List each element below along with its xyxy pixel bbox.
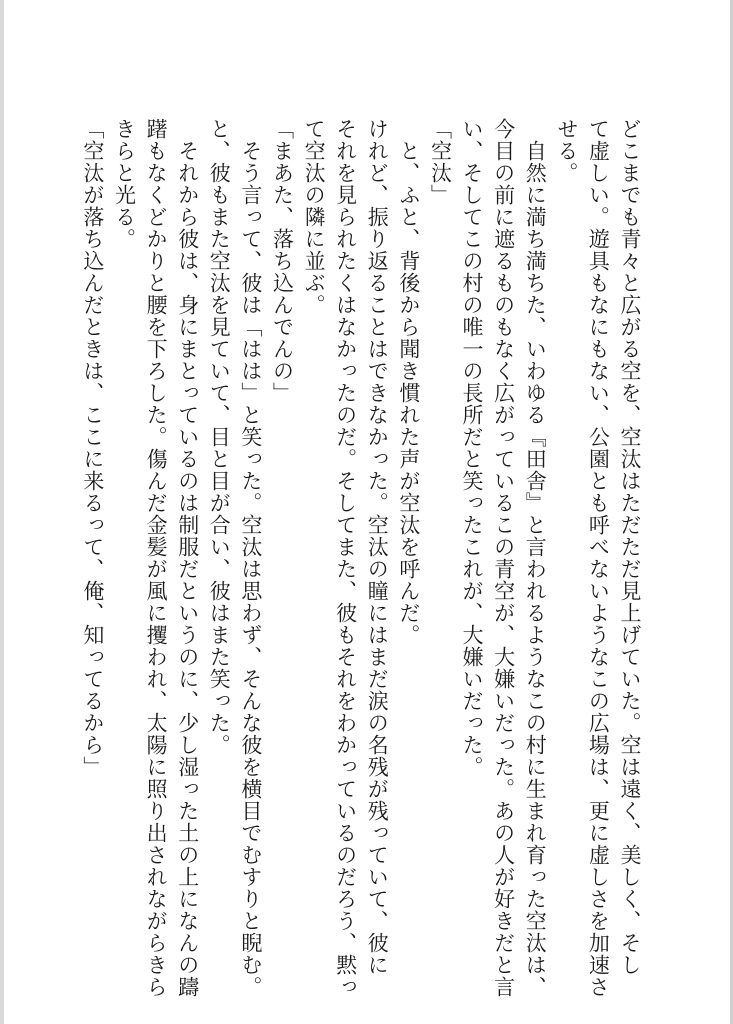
text-line: 「まあた、落ち込んでんの」 [270,118,295,404]
vertical-text-body [80,118,645,998]
text-line: 「空汰」 [428,118,453,206]
text-line: と、彼もまた空汰を見ていて、目と目が合い、彼はまた笑った。 [207,118,232,756]
text-line: 今目の前に遮るものもなく広がっているこの青空が、大嫌いだった。あの人が好きだと言 [491,118,516,998]
text-line: 「空汰が落ち込んだときは、ここに来るって、俺、知ってるから」 [80,118,105,778]
text-line: きらと光る。 [112,118,137,250]
text-line: それを見られたくはなかったのだ。そしてまた、彼もそれをわかっているのだろう、黙っ [333,118,358,998]
text-line: い、そしてこの村の唯一の長所だと笑ったこれが、大嫌いだった。 [460,118,485,778]
text-line: けれど、振り返ることはできなかった。空汰の瞳にはまだ涙の名残が残っていて、彼に [365,118,390,976]
text-line: 躇もなくどかりと腰を下ろした。傷んだ金髪が風に攫われ、太陽に照り出されながらきら [144,118,169,998]
page-edge-left [0,0,4,1024]
text-line: そう言って、彼は「はは」と笑った。空汰は思わず、そんな彼を横目でむすりと睨む。 [238,118,263,998]
text-line: と、ふと、背後から聞き慣れた声が空汰を呼んだ。 [396,118,421,646]
text-line: て虚しい。遊具もなにもない、公園とも呼べないようなこの広場は、更に虚しさを加速さ [586,118,611,998]
text-line: それから彼は、身にまとっているのは制服だというのに、少し湿った土の上になんの躊 [175,118,200,998]
text-line: せる。 [554,118,579,184]
text-line: て空汰の隣に並ぶ。 [302,118,327,316]
text-line: どこまでも青々と広がる空を、空汰はただただ見上げていた。空は遠く、美しく、そし [618,118,642,976]
text-line: 自然に満ち満ちた、いわゆる『田舎』と言われるようなこの村に生まれ育った空汰は、 [523,118,548,998]
